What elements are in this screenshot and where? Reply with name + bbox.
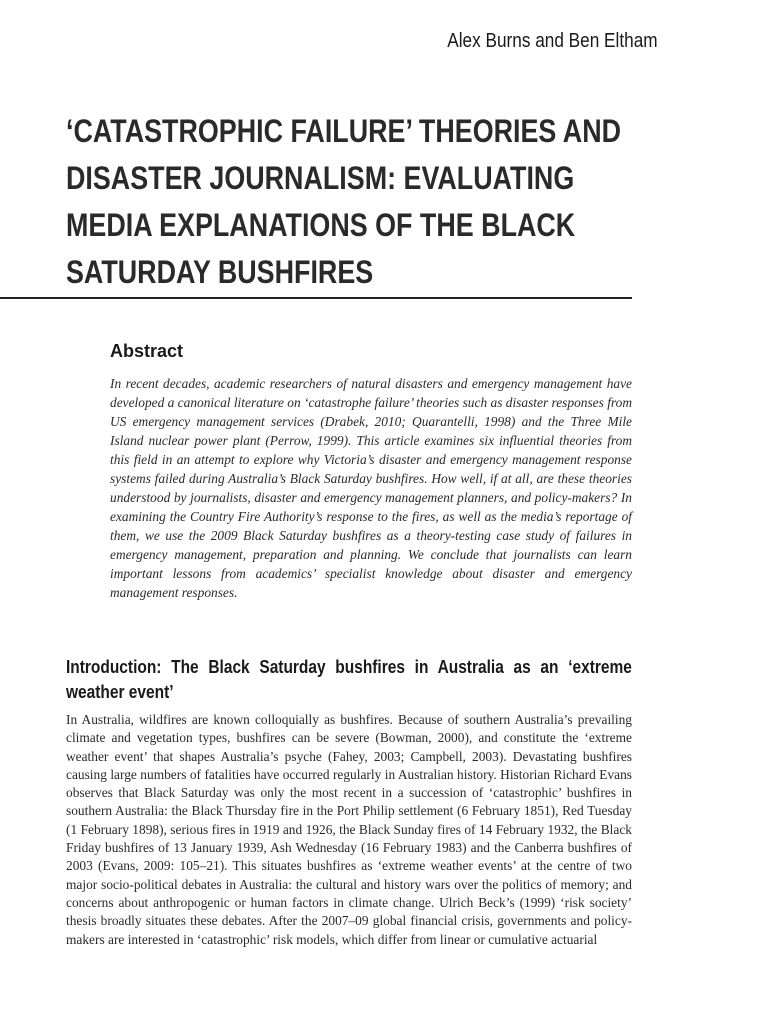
introduction-heading: Introduction: The Black Saturday bushfires in Australia as an ‘extreme weather event’ [66,657,632,702]
abstract-text: In recent decades, academic researchers of natural disasters and emergency management have developed a canonical literature on ‘catastrophe failure’ theories such as disaster responses from US emergency management services (Drabek, 2010; Quarantelli, 1998) and the Three Mile Island nuclear power plant (Perrow, 1999). This article examines six influential theories from this field in an attempt to explore why Victoria’s disaster and emergency management response systems failed during Australia’s Black Saturday bushfires. How well, if at all, are these theories understood by journalists, disaster and emergency management planners, and policy-makers? In examining the Country Fire Authority’s response to the fires, as well as the media’s reportage of them, we use the 2009 Black Saturday bushfires as a theory-testing case study of failures in emergency management, preparation and planning. We conclude that journalists can learn important lessons from academics’ specialist knowledge about disaster and emergency management responses. [110,376,632,600]
abstract-heading: Abstract [110,341,184,361]
article-title: ‘CATASTROPHIC FAILURE’ THEORIES AND DISASTER JOURNALISM: EVALUATING MEDIA EXPLANATIONS OF THE BLACK SATURDAY BUSHFIRES [66,113,622,290]
author-names: Alex Burns and Ben Eltham [447,30,658,52]
introduction-paragraph: In Australia, wildfires are known colloquially as bushfires. Because of southern Australia’s prevailing climate and vegetation types, bushfires can be severe (Bowman, 2000), and constitute the ‘extreme weather event’ that shapes Australia’s psyche (Fahey, 2003; Campbell, 2003). Devastating bushfires causing large numbers of fatalities have occurred regularly in Australian history. Historian Richard Evans observes that Black Saturday was only the most recent in a succession of ‘catastrophic’ bushfires in southern Australia: the Black Thursday fire in the Port Philip settlement (6 February 1851), Red Tuesday (1 February 1898), serious fires in 1919 and 1926, the Black Sunday fires of 14 February 1932, the Black Friday bushfires of 13 January 1939, Ash Wednesday (16 February 1983) and the Canberra bushfires of 2003 (Evans, 2009: 105–21). This situates bushfires as ‘extreme weather events’ at the centre of two major socio-political debates in Australia: the cultural and history wars over the politics of memory; and concerns about anthropogenic or human factors in climate change. Ulrich Beck’s (1999) ‘risk society’ thesis broadly situates these debates. After the 2007–09 global financial crisis, governments and policy-makers are interested in ‘catastrophic’ risk models, which differ from linear or cumulative actuarial [66,712,632,947]
title-divider [0,297,632,299]
